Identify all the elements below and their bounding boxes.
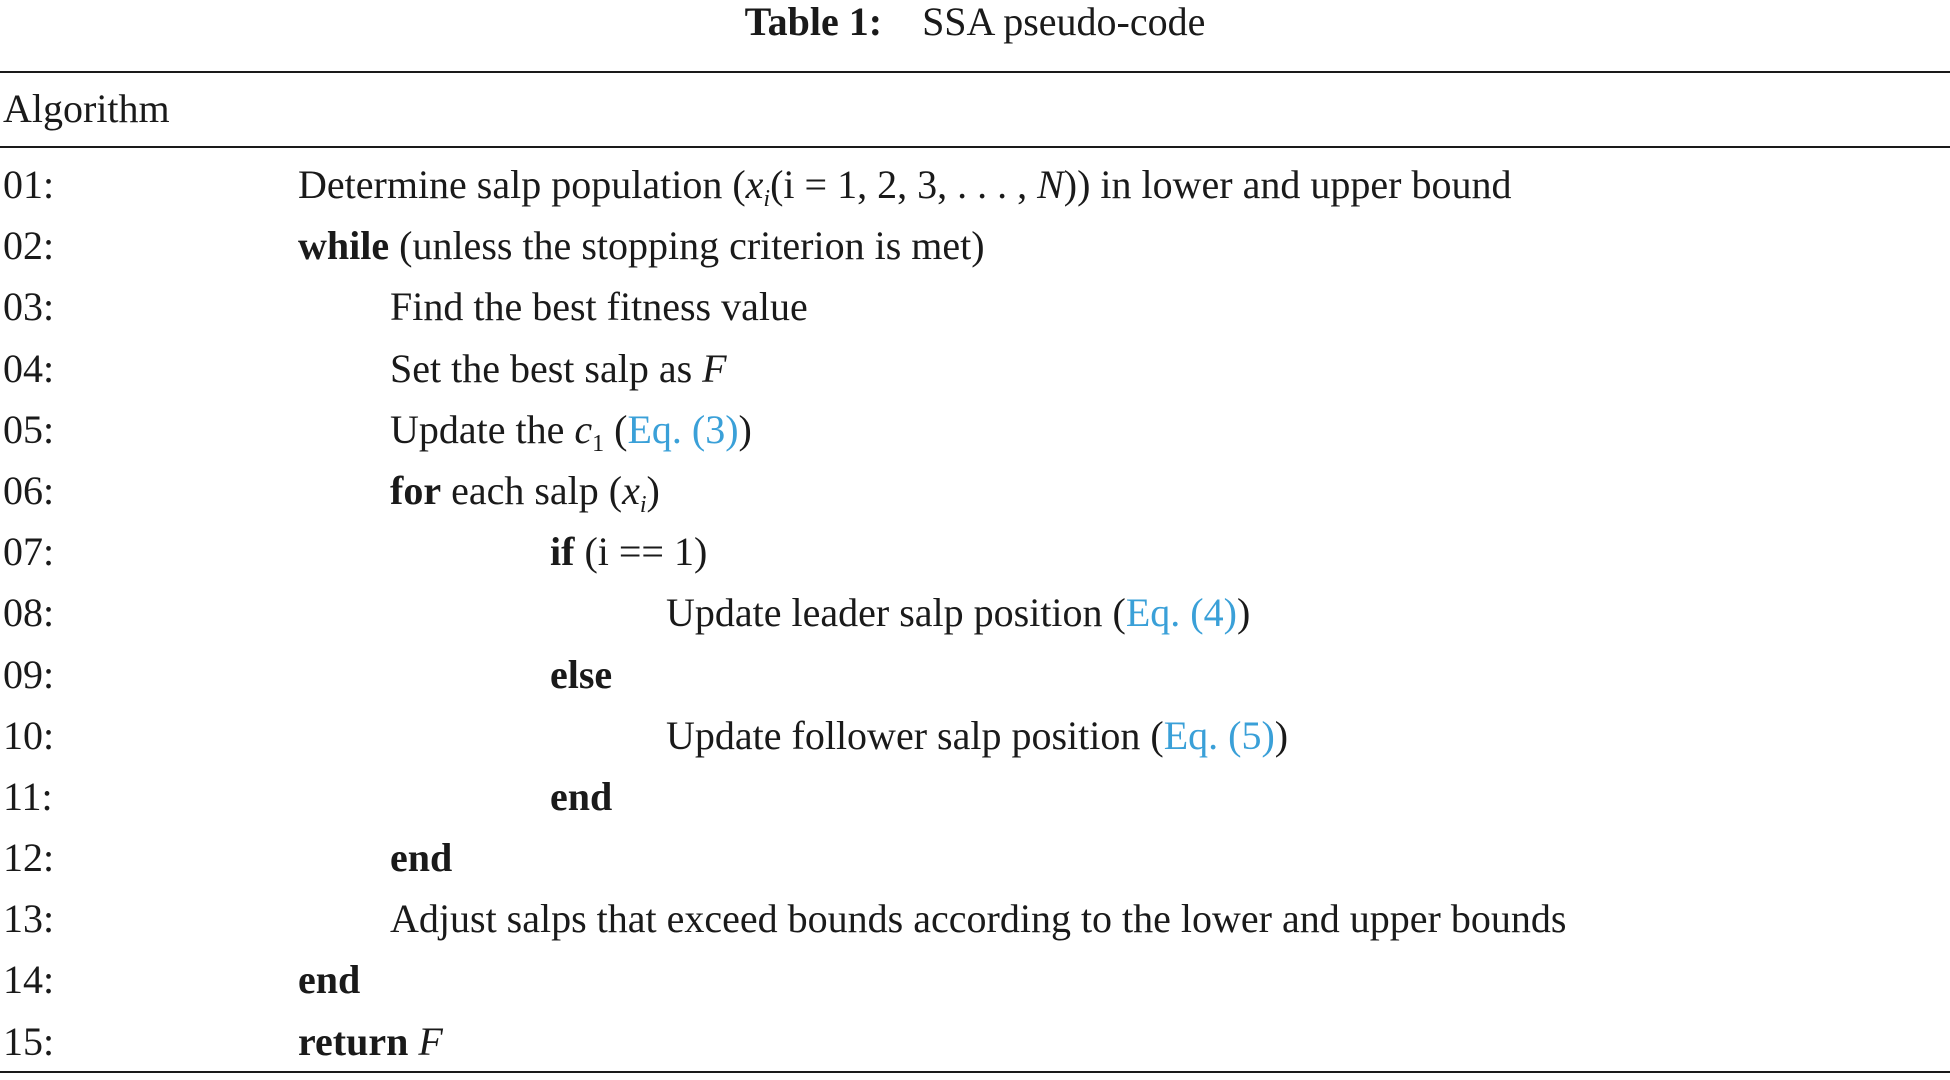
line-number: 02: — [3, 223, 55, 269]
code-line-11 — [0, 768, 1950, 829]
line-number: 01: — [3, 162, 55, 207]
line-content — [550, 527, 707, 577]
subscript-1: 1 — [592, 430, 605, 457]
keyword-while: while — [298, 223, 390, 269]
variable-n: N — [1037, 162, 1064, 207]
code-line-13 — [0, 890, 1950, 951]
code-line-06 — [0, 462, 1950, 523]
pseudo-code-lines — [0, 156, 1950, 1074]
line-number: 14: — [3, 957, 55, 1003]
subscript-i: i — [639, 491, 647, 518]
variable-x: x — [622, 467, 640, 513]
line-content — [666, 711, 1288, 761]
table-header-algorithm: Algorithm — [3, 86, 170, 131]
line-text: Update leader salp position ( — [666, 590, 1126, 636]
equation-3-link[interactable]: Eq. (3) — [627, 406, 739, 452]
variable-c: c — [574, 406, 593, 452]
line-number: 03: — [3, 284, 55, 330]
code-line-10 — [0, 707, 1950, 768]
code-line-05 — [0, 401, 1950, 462]
bottom-rule — [0, 1071, 1950, 1073]
line-text: (i == 1) — [574, 529, 708, 575]
line-text: Set the best salp as — [390, 345, 703, 391]
table-caption — [0, 0, 1950, 44]
line-text: each salp ( — [441, 467, 623, 513]
variable-x: x — [745, 162, 764, 207]
keyword-end: end — [390, 835, 453, 881]
line-text: ) — [646, 467, 660, 513]
line-content — [298, 160, 1511, 210]
table-caption-title: SSA pseudo-code — [922, 0, 1206, 44]
variable-f: F — [702, 345, 727, 391]
line-content — [390, 282, 808, 332]
code-line-09 — [0, 646, 1950, 707]
keyword-end: end — [298, 957, 361, 1003]
keyword-for: for — [390, 467, 442, 513]
line-text — [408, 1019, 418, 1064]
keyword-if: if — [550, 529, 575, 575]
line-content — [298, 221, 985, 271]
line-text: Determine salp population ( — [298, 162, 746, 207]
line-text: Update the — [390, 406, 575, 452]
line-content — [666, 588, 1250, 638]
keyword-end: end — [550, 773, 613, 819]
line-number: 04: — [3, 345, 55, 391]
header-rule — [0, 146, 1950, 148]
line-number: 06: — [3, 467, 55, 513]
line-number: 09: — [3, 651, 55, 697]
line-text: ) — [1274, 712, 1289, 758]
keyword-else: else — [550, 651, 613, 697]
line-content — [550, 650, 612, 700]
line-number: 07: — [3, 529, 55, 575]
code-line-03 — [0, 278, 1950, 339]
line-number: 12: — [3, 835, 55, 881]
line-text: ( — [604, 406, 628, 452]
code-line-07 — [0, 523, 1950, 584]
subscript-i: i — [763, 186, 771, 212]
line-content — [298, 1017, 443, 1067]
table-caption-label: Table 1: — [744, 0, 883, 44]
line-content — [550, 772, 612, 822]
code-line-12 — [0, 829, 1950, 890]
code-line-08 — [0, 584, 1950, 645]
line-text: Update follower salp position ( — [666, 712, 1164, 758]
line-text: )) in lower and upper bound — [1063, 162, 1512, 207]
line-content — [390, 894, 1566, 944]
line-text: ) — [738, 406, 752, 452]
equation-4-link[interactable]: Eq. (4) — [1125, 590, 1237, 636]
line-text: Adjust salps that exceed bounds according to the lower and upper bounds — [390, 896, 1567, 942]
line-content — [390, 344, 727, 394]
line-content — [298, 955, 360, 1005]
keyword-return: return — [298, 1018, 409, 1064]
table-caption-spacer — [892, 0, 912, 44]
line-content — [390, 466, 660, 516]
line-content — [390, 833, 452, 883]
code-line-14 — [0, 951, 1950, 1012]
line-number: 10: — [3, 712, 55, 758]
line-text: (i = 1, 2, 3, . . . , — [770, 162, 1038, 207]
top-rule — [0, 71, 1950, 73]
line-text: ) — [1236, 590, 1251, 636]
line-content — [390, 405, 752, 455]
code-line-04 — [0, 340, 1950, 401]
line-number: 15: — [3, 1018, 55, 1064]
equation-5-link[interactable]: Eq. (5) — [1163, 712, 1275, 758]
variable-f: F — [418, 1018, 443, 1064]
line-number: 11: — [3, 773, 53, 819]
line-text: Find the best fitness value — [390, 284, 808, 330]
line-number: 13: — [3, 896, 55, 942]
line-number: 05: — [3, 406, 55, 452]
code-line-15 — [0, 1013, 1950, 1074]
line-number: 08: — [3, 590, 55, 636]
code-line-01 — [0, 156, 1950, 217]
code-line-02 — [0, 217, 1950, 278]
line-text: (unless the stopping criterion is met) — [389, 223, 985, 269]
